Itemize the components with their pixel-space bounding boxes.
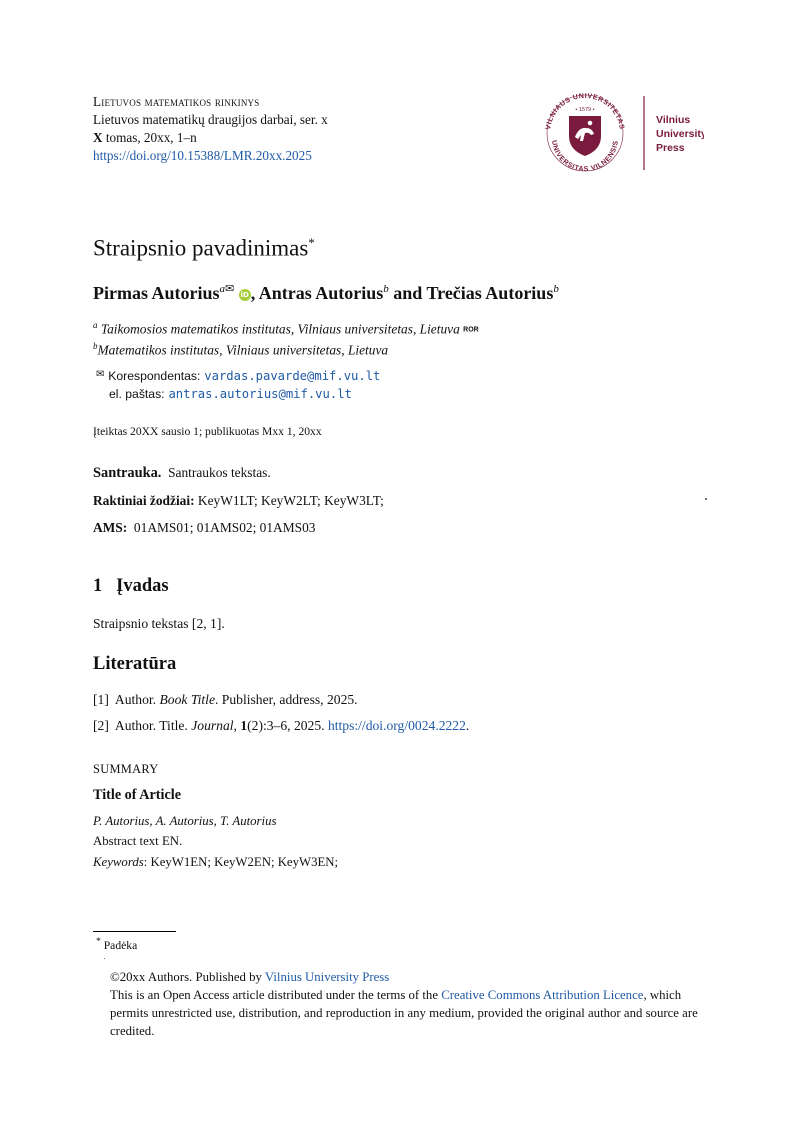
article-title: Straipsnio pavadinimas* [93, 235, 315, 261]
doi-link[interactable]: https://doi.org/10.15388/LMR.20xx.2025 [93, 148, 312, 163]
society-name: Lietuvos matematikų draugijos darbai, ser. x [93, 112, 328, 127]
summary-authors: P. Autorius, A. Autorius, T. Autorius [93, 814, 277, 828]
svg-text:UNIVERSITAS VILNENSIS: UNIVERSITAS VILNENSIS [550, 139, 620, 174]
affiliation-a: $^a$ Taikomosios matematikos institutas, Vilniaus universitetas, Lietuva ROR [93, 320, 479, 337]
university-seal-icon [544, 92, 704, 174]
publisher-link[interactable]: Vilnius University Press [264, 970, 390, 984]
references-heading: Literatūra [93, 654, 177, 674]
ror-icon[interactable]: ROR [463, 326, 479, 334]
summary-keywords: Keywords: KeyW1EN; KeyW2EN; KeyW3EN; [93, 855, 339, 869]
author-name: Pirmas Autorius [93, 283, 220, 303]
svg-text:VILNIAUS UNIVERSITETAS: VILNIAUS UNIVERSITETAS [545, 92, 625, 131]
author-name: Antras Autorius [258, 283, 384, 303]
press-name-line2: University [656, 128, 704, 140]
mail-icon: ✉ [225, 283, 235, 295]
orcid-icon[interactable]: iD [240, 291, 249, 299]
licence-link[interactable]: Creative Commons Attribution Licence [441, 988, 644, 1002]
stray-dot [705, 498, 707, 500]
reference-item: [2] Author. Title. Journal, 1(2):3–6, 2025. https://doi.org/0024.2222. [93, 718, 470, 733]
copyright-notice: ©20xx Authors. Published by Vilnius University Press This is an Open Access article distributed under the terms of the Creative Commons Attribution Licence, which permits unrestricted use, distribution, and reproduction in any medium, provided the original author and source are credited. [110, 970, 698, 1038]
stray-dot [104, 958, 105, 959]
reference-doi-link[interactable]: https://doi.org/0024.2222 [327, 718, 466, 733]
keywords-lt: Raktiniai žodžiai: KeyW1LT; KeyW2LT; KeyW3LT; [93, 493, 384, 508]
section-heading: 1 Įvadas [93, 576, 169, 596]
summary-title: Title of Article [93, 787, 181, 803]
footnote: * Padėka [96, 936, 138, 952]
footnote-rule [93, 931, 176, 932]
summary-label: SUMMARY [93, 762, 159, 776]
mail-icon: ✉ [96, 369, 105, 380]
press-name-line3: Press [656, 142, 685, 154]
email-link[interactable]: antras.autorius@mif.vu.lt [168, 387, 352, 401]
ams-codes: AMS: 01AMS01; 01AMS02; 01AMS03 [93, 520, 316, 535]
svg-text:• 1579 •: • 1579 • [575, 107, 595, 113]
reference-item: [1] Author. Book Title. Publisher, address, 2025. [93, 692, 358, 707]
journal-name: Lietuvos matematikos rinkinys [93, 94, 260, 109]
correspondence-block: ✉ Korespondentas: vardas.pavarde@mif.vu.lt el. paštas: antras.autorius@mif.vu.lt [96, 369, 381, 401]
vilnius-university-press-logo [544, 92, 704, 174]
abstract: Santrauka. Santraukos tekstas. [93, 465, 271, 481]
section-text: Straipsnio tekstas [2, 1]. [93, 616, 225, 631]
volume-info: X tomas, 20xx, 1–n [93, 130, 197, 145]
summary-abstract: Abstract text EN. [93, 834, 183, 848]
affiliation-b: $^b$Matematikos institutas, Vilniaus universitetas, Lietuva [93, 341, 389, 358]
author-name: Trečias Autorius [426, 283, 554, 303]
corresponding-email-link[interactable]: vardas.pavarde@mif.vu.lt [204, 369, 381, 383]
dates: Įteiktas 20XX sausio 1; publikuotas Mxx 1, 20xx [93, 425, 322, 438]
press-name-line1: Vilnius [656, 114, 691, 126]
author-list: Pirmas Autorius$^{a✉}$ iD , Antras Autorius$^b$ and Trečias Autorius$^b$ [93, 283, 559, 303]
journal-header [93, 93, 328, 165]
